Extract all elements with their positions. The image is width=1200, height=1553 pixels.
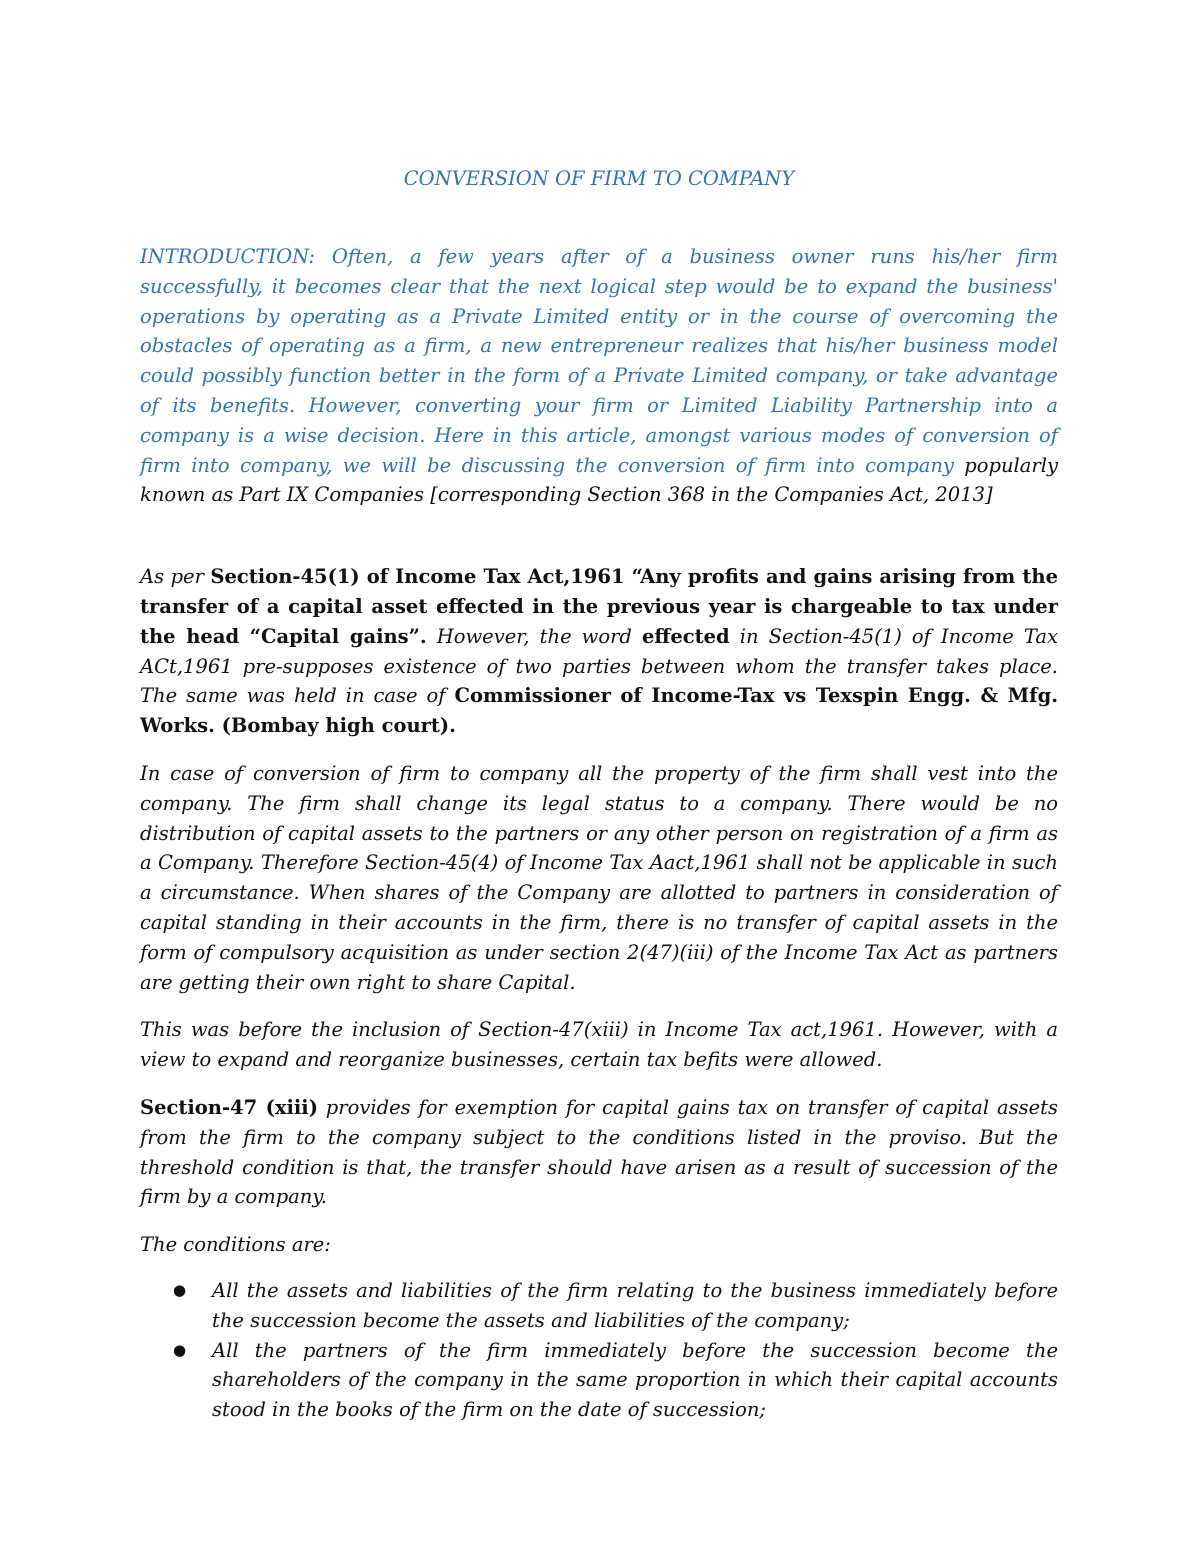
para1-bold-2: effected	[641, 624, 730, 648]
document-title: CONVERSION OF FIRM TO COMPANY	[403, 167, 795, 190]
bullet-icon: ●	[173, 1280, 187, 1299]
list-item	[140, 1336, 1058, 1425]
conditions-list	[140, 1276, 1058, 1425]
intro-label: INTRODUCTION:	[140, 245, 316, 268]
para1-text-3: in Section-45(1) of Income Tax ACt,1961 pre-supposes existence of two parties between whom the transfer takes place. The same was held in case of	[140, 624, 1058, 708]
condition-text: All the partners of the firm immediately before the succession become the shareholders of the company in the same proportion in which their capital accounts stood in the books of the firm on the date of succession;	[212, 1338, 1058, 1422]
intro-text-a: Often, a few years after of a business owner runs his/her firm successfully, it becomes clear that the next logical step would be to expand the business' operations by operating as a Private Limited entity or in the course of overcoming the obstacles of operating as a firm, a new entrepreneur realizes that his/her business model could possibly function better in the form of a Private Limited company, or take advantage of its benefits. However, converting your firm or Limited Liability Partnership into a company is a wise decision. Here in this article, amongst various modes of conversion of firm into company, we will be discussing the conversion of firm into company	[140, 245, 1058, 477]
conversion-paragraph: In case of conversion of firm to company all the property of the firm shall vest into the company. The firm shall change its legal status to a company. There would be no distribution of capital assets to the partners or any other person on registration of a firm as a Company. Therefore Section-45(4) of Income Tax Aact,1961 shall not be applicable in such a circumstance. When shares of the Company are allotted to partners in consideration of capital standing in their accounts in the firm, there is no transfer of capital assets in the form of compulsory acquisition as under section 2(47)(iii) of the Income Tax Act as partners are getting their own right to share Capital.	[140, 761, 1058, 994]
document-page	[140, 150, 1058, 1425]
para4-bold-1: Section-47 (xiii)	[140, 1095, 318, 1119]
bullet-icon: ●	[173, 1340, 187, 1359]
para1-text-2: However, the word	[426, 624, 642, 648]
para4-text-1: provides for exemption for capital gains tax on transfer of capital assets from the firm to the company subject to the conditions listed in the proviso. But the threshold condition is that, the transfer should have arisen as a result of succession of the firm by a company.	[140, 1095, 1058, 1209]
section-45-paragraph	[140, 562, 1058, 741]
condition-text: All the assets and liabilities of the firm relating to the business immediately before the succession become the assets and liabilities of the company;	[212, 1278, 1058, 1332]
para1-text-1: As per	[140, 565, 211, 589]
section-47-paragraph	[140, 1093, 1058, 1212]
list-item	[140, 1276, 1058, 1336]
conditions-heading: The conditions are:	[140, 1233, 331, 1257]
intro-paragraph	[140, 242, 1058, 510]
inclusion-paragraph: This was before the inclusion of Section-47(xiii) in Income Tax act,1961. However, with a view to expand and reorganize businesses, certain tax befits were allowed.	[140, 1018, 1058, 1072]
para1-bold-3: Commissioner of Income-Tax vs Texspin Engg. & Mfg. Works. (Bombay high court).	[140, 684, 1058, 738]
para1-bold-1: Section-45(1) of Income Tax Act,1961 “Any profits and gains arising from the transfer of a capital asset effected in the previous year is chargeable to tax under the head “Capital gains”.	[140, 565, 1058, 648]
intro-text-b: popularly known as Part IX Companies [corresponding Section 368 in the Companies Act, 2013]	[140, 453, 1058, 507]
